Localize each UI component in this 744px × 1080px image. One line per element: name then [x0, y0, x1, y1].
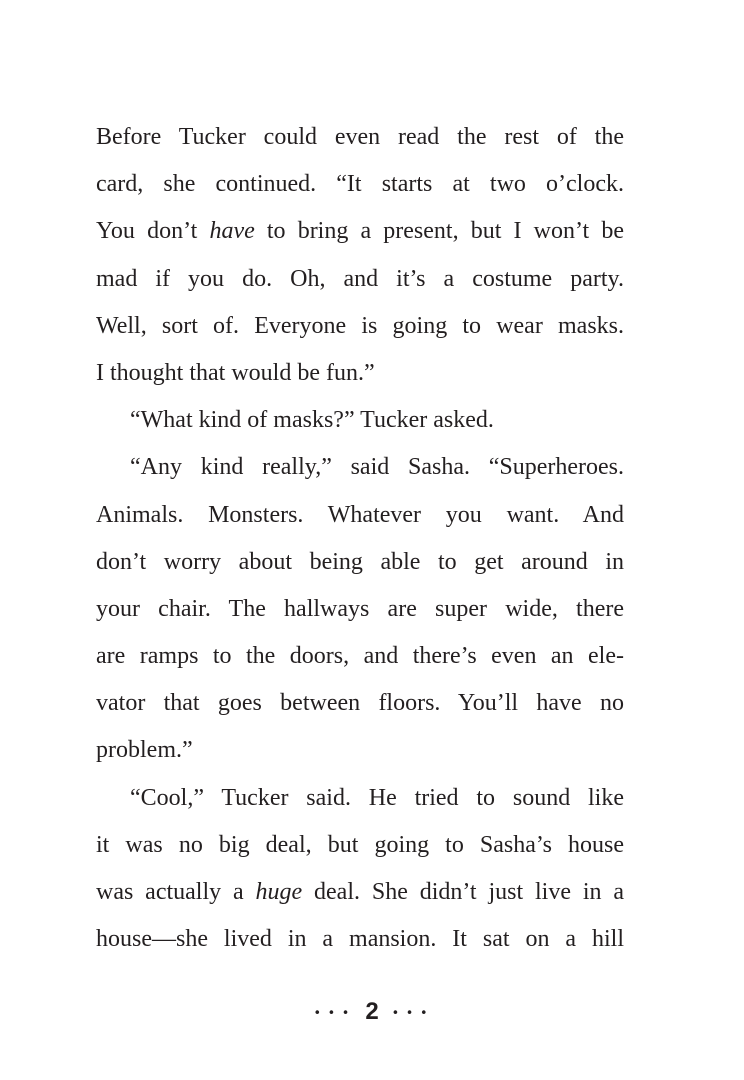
- page-footer: [0, 998, 744, 1026]
- text-line: [96, 869, 624, 916]
- text-segment: deal. She didn’t just live in a: [302, 879, 625, 905]
- footer-ornament-left: • • •: [314, 1004, 351, 1020]
- text-segment: vator that goes between floors. You’ll have no: [96, 690, 624, 717]
- text-segment: it was no big deal, but going to Sasha’s house: [96, 831, 624, 858]
- text-line: [96, 350, 624, 397]
- text-segment: problem.”: [96, 737, 193, 764]
- text-segment: don’t worry about being able to get around in: [96, 548, 624, 575]
- body-text: [96, 114, 624, 963]
- text-segment: You don’t: [96, 218, 210, 245]
- text-line: [96, 680, 624, 727]
- text-line: [96, 397, 624, 444]
- text-line: [96, 633, 624, 680]
- text-segment: “Cool,” Tucker said. He tried to sound like: [130, 784, 624, 811]
- text-segment: Well, sort of. Everyone is going to wear masks.: [96, 312, 624, 339]
- text-segment: was actually a: [96, 879, 256, 905]
- text-line: [96, 208, 624, 255]
- text-segment: Animals. Monsters. Whatever you want. And: [96, 501, 624, 528]
- page-number: 2: [365, 998, 379, 1025]
- text-segment: card, she continued. “It starts at two o’clock.: [96, 171, 624, 198]
- text-segment: are ramps to the doors, and there’s even an ele-: [96, 643, 624, 670]
- text-segment: house—she lived in a mansion. It sat on a hill: [96, 926, 624, 953]
- text-line: [96, 727, 624, 774]
- text-line: [96, 586, 624, 633]
- text-line: [96, 775, 624, 822]
- text-line: [96, 492, 624, 539]
- text-segment: to bring a present, but I won’t be: [254, 218, 625, 245]
- text-segment: I thought that would be fun.”: [96, 359, 375, 386]
- text-line: [96, 114, 624, 161]
- text-line: [96, 444, 624, 491]
- text-line: [96, 822, 624, 869]
- text-segment: your chair. The hallways are super wide, there: [96, 595, 624, 622]
- text-segment: “What kind of masks?” Tucker asked.: [130, 407, 494, 434]
- text-line: [96, 539, 624, 586]
- text-segment: mad if you do. Oh, and it’s a costume party.: [96, 265, 624, 292]
- text-line: [96, 916, 624, 963]
- text-line: [96, 303, 624, 350]
- text-segment: “Any kind really,” said Sasha. “Superheroes.: [130, 454, 624, 481]
- footer-ornament-right: • • •: [393, 1004, 430, 1020]
- italic-text: huge: [255, 879, 303, 905]
- text-line: [96, 256, 624, 303]
- text-line: [96, 161, 624, 208]
- italic-text: have: [209, 218, 255, 245]
- text-segment: Before Tucker could even read the rest of the: [96, 124, 624, 150]
